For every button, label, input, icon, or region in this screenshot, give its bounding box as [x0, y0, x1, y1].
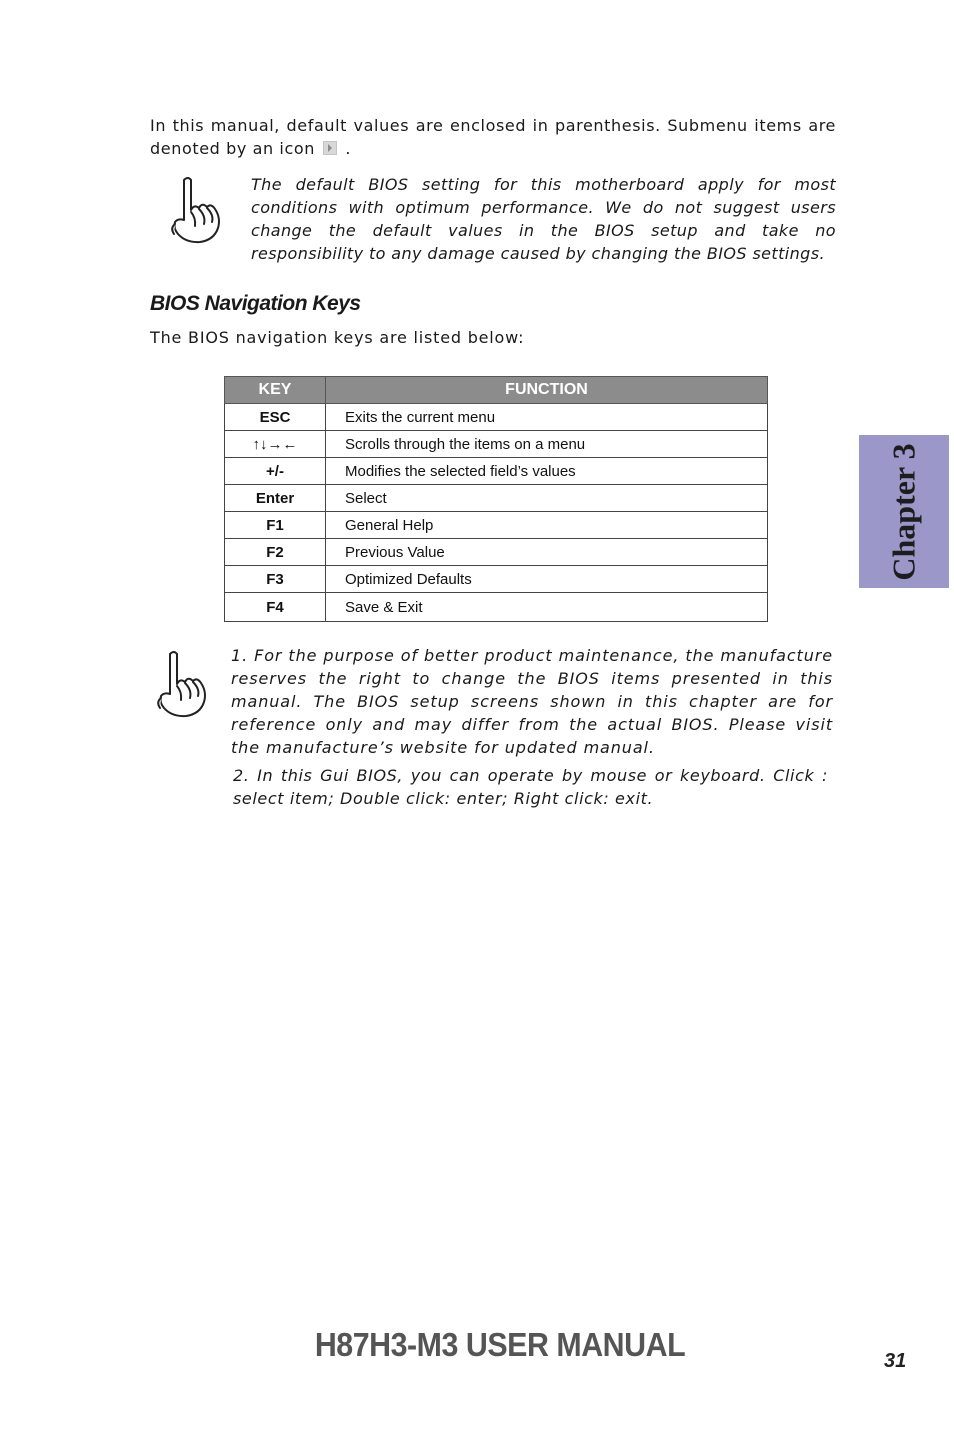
key-cell: F1 [225, 512, 326, 539]
function-cell: Select [326, 485, 768, 512]
table-row [225, 485, 768, 512]
intro-paragraph [150, 114, 836, 160]
navigation-keys-table [224, 376, 768, 622]
table-row [225, 566, 768, 593]
column-header-key: KEY [225, 377, 326, 404]
table-row [225, 404, 768, 431]
function-cell: Save & Exit [326, 593, 768, 622]
function-cell: Scrolls through the items on a menu [326, 431, 768, 458]
column-header-function: FUNCTION [326, 377, 768, 404]
key-cell: F2 [225, 539, 326, 566]
note-gui-bios: 2. In this Gui BIOS, you can operate by mouse or keyboard. Click : select item; Double click: enter; Right click: exit. [233, 766, 828, 808]
caution-note: The default BIOS setting for this motherboard apply for most conditions with optimum performance. We do not suggest users change the default values in the BIOS setup and take no responsibility to any damage caused by changing the BIOS settings. [251, 175, 836, 263]
pointing-hand-icon [152, 648, 212, 720]
note-maintenance: 1. For the purpose of better product maintenance, the manufacture reserves the right to change the BIOS items presented in this manual. The BIOS setup screens shown in this chapter are for reference only and may differ from the actual BIOS. Please visit the manufacture’s website for updated manual. [231, 646, 833, 757]
intro-text-end: . [345, 139, 352, 158]
chapter-tab [859, 435, 949, 588]
page-number: 31 [884, 1350, 907, 1372]
key-cell: ESC [225, 404, 326, 431]
table-row [225, 431, 768, 458]
intro-text: In this manual, default values are enclosed in parenthesis. Submenu items are denoted by an icon [150, 116, 836, 158]
table-header-row [225, 377, 768, 404]
submenu-arrow-icon [323, 141, 337, 155]
section-lead: The BIOS navigation keys are listed below: [150, 328, 525, 347]
table-row [225, 458, 768, 485]
chapter-label: Chapter 3 [885, 442, 922, 581]
manual-title: H87H3-M3 USER MANUAL [314, 1326, 686, 1363]
function-cell: Optimized Defaults [326, 566, 768, 593]
pointing-hand-icon [166, 174, 226, 246]
key-cell: F3 [225, 566, 326, 593]
table-row [225, 539, 768, 566]
key-cell: Enter [225, 485, 326, 512]
key-cell: +/- [225, 458, 326, 485]
function-cell: Previous Value [326, 539, 768, 566]
key-cell: ↑↓→← [225, 431, 326, 458]
table-row [225, 593, 768, 622]
function-cell: Modifies the selected field’s values [326, 458, 768, 485]
section-title: BIOS Navigation Keys [150, 292, 361, 315]
key-cell: F4 [225, 593, 326, 622]
function-cell: General Help [326, 512, 768, 539]
table-row [225, 512, 768, 539]
function-cell: Exits the current menu [326, 404, 768, 431]
